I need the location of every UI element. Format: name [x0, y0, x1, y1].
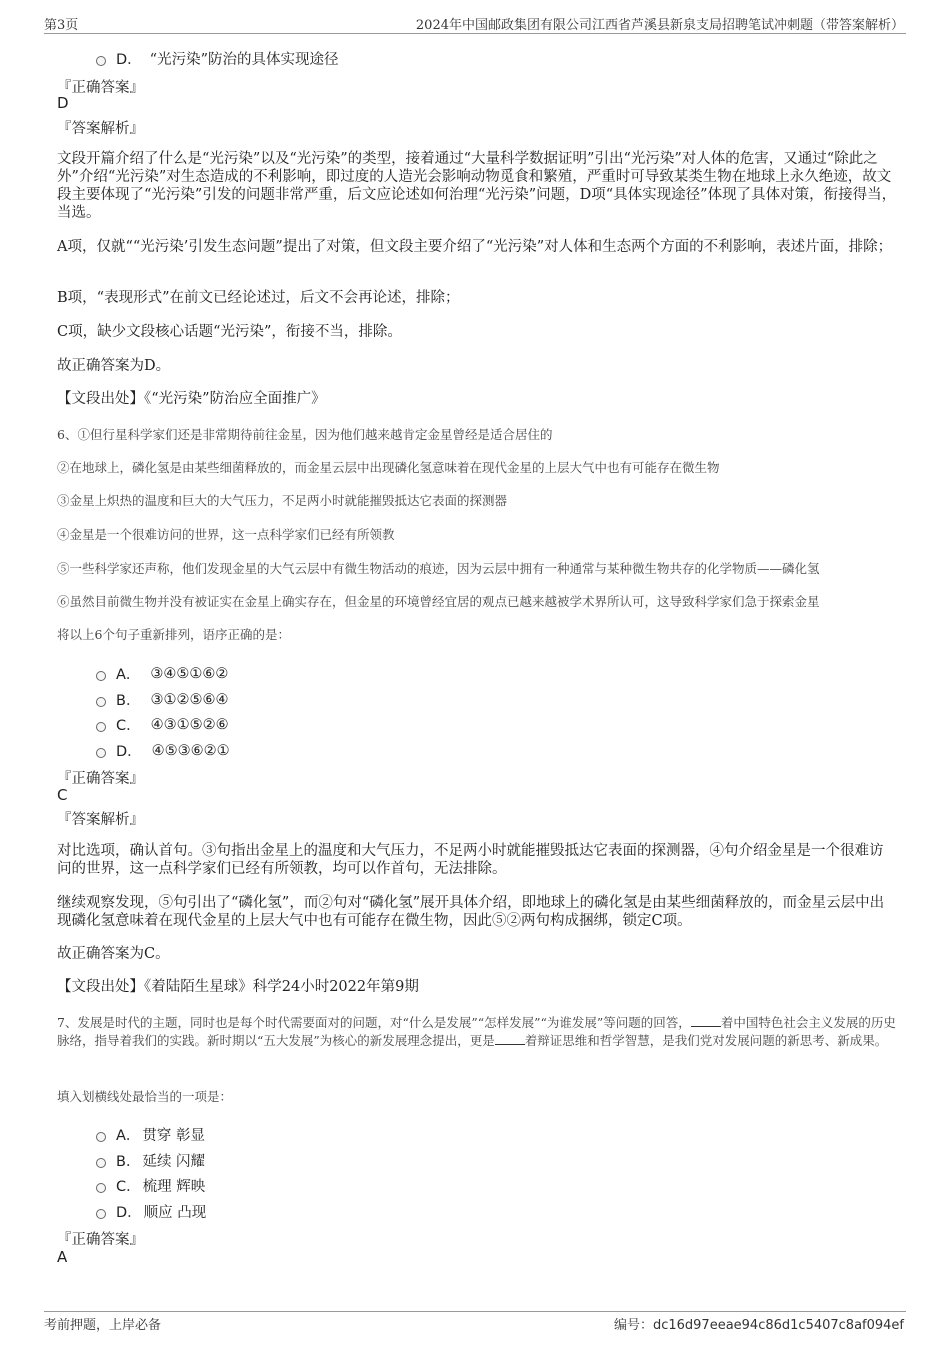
q6-sentence: ⑥虽然目前微生物并没有被证实在金星上确实存在，但金星的环境曾经宜居的观点已越来越被学术界所认可，这导致科学家们急于探索金星: [57, 594, 820, 609]
footer-slogan: 考前押题，上岸必备: [44, 1318, 162, 1333]
radio-icon[interactable]: [96, 56, 106, 66]
option-text: 顺应 凸现: [143, 1205, 207, 1221]
document-title: 2024年中国邮政集团有限公司江西省芦溪县新泉支局招聘笔试冲刺题（带答案解析）: [415, 18, 904, 33]
q5-analysis-paragraph: C项，缺少文段核心话题“光污染”，衔接不当，排除。: [57, 324, 402, 340]
q7-stem-part: 着中国特色社会主义发展的历史脉络，指导着我们的实践。新时期以“五大发展”为核心的新发展理念提出，更是: [57, 1015, 896, 1048]
q6-correct-answer: C: [57, 786, 68, 804]
radio-icon[interactable]: [96, 1209, 106, 1219]
radio-icon[interactable]: [96, 671, 106, 681]
blank-underline: [691, 1014, 721, 1027]
q7-stem-part: 着辩证思维和哲学智慧，是我们党对发展问题的新思考、新成果。: [524, 1033, 888, 1048]
q7-option-a[interactable]: [96, 1124, 205, 1145]
q5-analysis-paragraph: A项，仅就““光污染’引发生态问题”提出了对策，但文段主要介绍了“光污染”对人体和生态两个方面的不利影响，表述片面，排除；: [57, 239, 893, 255]
option-text: 延续 闪耀: [142, 1154, 206, 1170]
footer-code: [614, 1314, 904, 1333]
header-divider: [44, 33, 906, 34]
option-text: ④③①⑤②⑥: [150, 716, 229, 733]
option-letter: B．: [116, 693, 141, 709]
q5-source: 【文段出处】《“光污染”防治应全面推广》: [57, 391, 326, 407]
q7-option-b[interactable]: [96, 1150, 205, 1171]
q6-sentence: 6、①但行星科学家们还是非常期待前往金星，因为他们越来越肯定金星曾经是适合居住的: [57, 427, 553, 442]
page-number: 第3页: [44, 18, 79, 33]
option-letter: A．: [116, 667, 141, 683]
option-letter: B．: [116, 1154, 141, 1170]
q5-analysis-paragraph: B项，“表现形式”在前文已经论述过，后文不会再论述，排除；: [57, 290, 460, 306]
footer-code-value: dc16d97eeae94c86d1c5407c8af094ef: [652, 1318, 904, 1333]
radio-icon[interactable]: [96, 1183, 106, 1193]
q5-analysis-paragraph: 故正确答案为D。: [57, 358, 171, 374]
option-letter: D．: [116, 1205, 142, 1221]
q5-correct-answer: D: [57, 94, 69, 112]
option-text: ③①②⑤⑥④: [150, 691, 229, 708]
footer-divider: [44, 1311, 906, 1312]
q5-correct-label: 『正确答案』: [57, 80, 144, 96]
option-text: ④⑤③⑥②①: [151, 742, 230, 759]
q6-analysis-paragraph: 故正确答案为C。: [57, 946, 170, 962]
radio-icon[interactable]: [96, 748, 106, 758]
option-text: 贯穿 彰显: [142, 1128, 206, 1144]
option-text: 梳理 辉映: [142, 1179, 206, 1195]
q5-option-d[interactable]: [96, 48, 339, 69]
q7-option-d[interactable]: [96, 1201, 206, 1222]
q6-analysis-paragraph: 继续观察发现，⑤句引出了“磷化氢”，而②句对“磷化氢”展开具体介绍，即地球上的磷化氢是由某些细菌释放的，而金星云层中出现磷化氢意味着在现代金星的上层大气中也有可能存在微生物，因此⑤②两句构成捆绑，锁定C项。: [57, 895, 885, 929]
option-letter: D．: [116, 52, 142, 68]
option-text: ③④⑤①⑥②: [150, 665, 229, 682]
q7-correct-label: 『正确答案』: [57, 1232, 144, 1248]
q6-sentence: ②在地球上，磷化氢是由某些细菌释放的，而金星云层中出现磷化氢意味着在现代金星的上层大气中也有可能存在微生物: [57, 460, 720, 475]
q6-sentence: ④金星是一个很难访问的世界，这一点科学家们已经有所领教: [57, 527, 395, 542]
option-letter: A．: [116, 1128, 141, 1144]
q7-prompt: 填入划横线处最恰当的一项是：: [57, 1089, 233, 1104]
q6-option-c[interactable]: [96, 714, 229, 735]
radio-icon[interactable]: [96, 1158, 106, 1168]
option-letter: D．: [116, 744, 142, 760]
q5-analysis-label: 『答案解析』: [57, 121, 144, 137]
q6-sentence: ⑤一些科学家还声称，他们发现金星的大气云层中有微生物活动的痕迹，因为云层中拥有一种通常与某种微生物共存的化学物质——磷化氢: [57, 561, 820, 576]
q6-prompt: 将以上6个句子重新排列，语序正确的是：: [57, 627, 290, 642]
q6-sentence: ③金星上炽热的温度和巨大的大气压力，不足两小时就能摧毁抵达它表面的探测器: [57, 493, 508, 508]
q6-analysis-paragraph: 对比选项，确认首句。③句指出金星上的温度和大气压力，不足两小时就能摧毁抵达它表面的探测器，④句介绍金星是一个很难访问的世界，这一点科学家们已经有所领教，均可以作首句，无法排除。: [57, 843, 884, 877]
radio-icon[interactable]: [96, 1132, 106, 1142]
q7-stem-part: 7、发展是时代的主题，同时也是每个时代需要面对的问题，对“什么是发展”“怎样发展”“为谁发展”等问题的回答，: [57, 1015, 691, 1030]
footer-code-label: 编号：: [613, 1318, 653, 1333]
q7-option-c[interactable]: [96, 1175, 205, 1196]
q7-correct-answer: A: [57, 1248, 68, 1266]
q6-analysis-label: 『答案解析』: [57, 812, 144, 828]
q6-option-b[interactable]: [96, 689, 228, 710]
radio-icon[interactable]: [96, 722, 106, 732]
blank-underline: [495, 1032, 525, 1045]
option-text: “光污染”防治的具体实现途径: [149, 52, 339, 68]
q6-option-d[interactable]: [96, 740, 230, 761]
q5-analysis-paragraph: 文段开篇介绍了什么是“光污染”以及“光污染”的类型，接着通过“大量科学数据证明”引出“光污染”对人体的危害，又通过“除此之外”介绍“光污染”对生态造成的不利影响，即过度的人造光会影响动物觅食和繁殖，严重时可导致某类生物在地球上永久绝迹，故文段主要体现了“光污染”引发的问题非常严重，后文应论述如何治理“光污染”问题，D项“具体实现途径”体现了具体对策，衔接得当，当选。: [57, 151, 897, 221]
radio-icon[interactable]: [96, 697, 106, 707]
option-letter: C．: [116, 1179, 141, 1195]
q6-source: 【文段出处】《着陆陌生星球》科学24小时2022年第9期: [57, 979, 419, 995]
q6-option-a[interactable]: [96, 663, 228, 684]
option-letter: C．: [116, 718, 141, 734]
q7-stem: [57, 1014, 897, 1050]
q6-correct-label: 『正确答案』: [57, 771, 144, 787]
